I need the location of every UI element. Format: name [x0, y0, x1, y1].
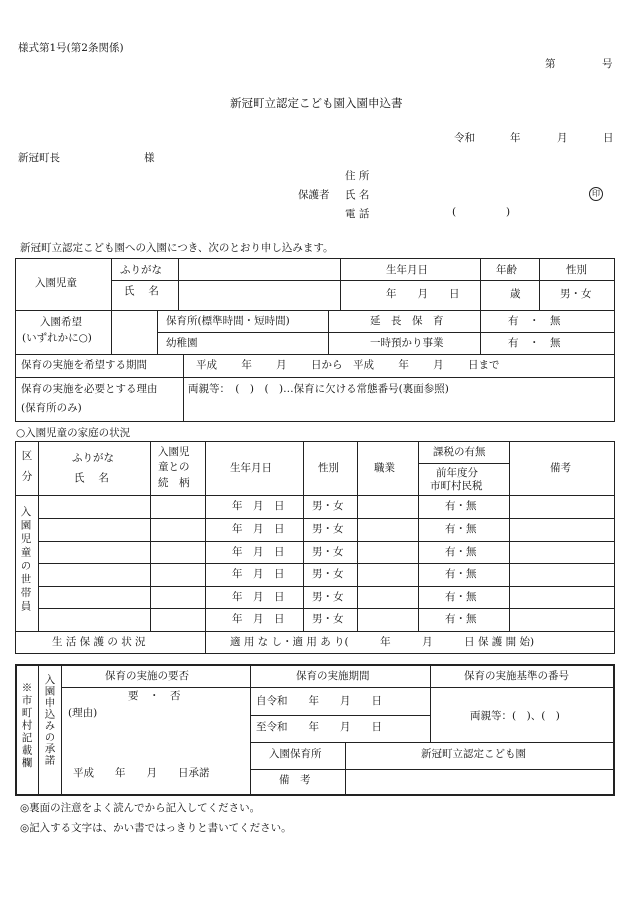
col-relation-1: 入園児 [158, 446, 190, 458]
addressee-sama: 様 [144, 152, 155, 164]
need-value: 要 ・ 否 [128, 690, 181, 702]
row-tax: 有・無 [445, 500, 477, 512]
row-sex: 男・女 [312, 523, 344, 535]
col-relation-2: 童との [158, 461, 190, 473]
row-dob: 年 月 日 [232, 523, 285, 535]
date-year: 年 [510, 132, 521, 144]
row-tax: 有・無 [445, 591, 477, 603]
col-relation-3: 続 柄 [158, 477, 190, 489]
row-dob: 年 月 日 [232, 546, 285, 558]
address-label: 住 所 [345, 170, 370, 182]
col-tax-2: 前年度分 [436, 467, 478, 479]
col-note: 備考 [550, 462, 571, 474]
wish-label: 入園希望 [40, 316, 82, 328]
option-extended: 延 長 保 育 [370, 315, 444, 327]
guardian-label: 保護者 [298, 189, 330, 201]
age-label: 年齢 [496, 264, 517, 276]
standard-header: 保育の実施基準の番号 [464, 670, 569, 682]
row-dob: 年 月 日 [232, 613, 285, 625]
period-label: 保育の実施を希望する期間 [21, 359, 147, 371]
period-value: 平成 年 月 日から 平成 年 月 日まで [196, 359, 500, 371]
office-side-label: ※市町村記載欄 [20, 682, 33, 770]
period-from: 自令和 年 月 日 [256, 695, 382, 707]
phone-label: 電 話 [345, 208, 370, 220]
note-2: ◎記入する文字は、かい書ではっきりと書いてください。 [20, 822, 292, 834]
reason-label-note: (保育所のみ) [21, 402, 82, 414]
row-sex: 男・女 [312, 568, 344, 580]
approval-label: 入園申込みの承諾 [43, 674, 56, 766]
option-nursery: 保育所(標準時間・短時間) [166, 315, 290, 327]
wish-label-note: (いずれかに○) [22, 332, 92, 344]
date-day: 日 [603, 132, 614, 144]
row-sex: 男・女 [312, 591, 344, 603]
addressee: 新冠町長 [18, 152, 60, 164]
child-label: 入園児童 [35, 277, 77, 289]
col-furigana: ふりがな [72, 452, 114, 464]
seal-icon: 印 [589, 187, 603, 201]
phone-paren-close: ) [506, 206, 511, 218]
intro-text: 新冠町立認定こども園への入園につき、次のとおり申し込みます。 [20, 242, 334, 254]
note-1: ◎裏面の注意をよく読んでから記入してください。 [20, 802, 261, 814]
reason-label: 保育の実施を必要とする理由 [21, 383, 158, 395]
reason-field: (理由) [68, 707, 98, 719]
col-tax-1: 課税の有無 [433, 446, 486, 458]
row-tax: 有・無 [445, 546, 477, 558]
remarks-label: 備 考 [279, 774, 311, 786]
row-dob: 年 月 日 [232, 591, 285, 603]
form-number: 様式第1号(第2条関係) [18, 42, 124, 54]
col-job: 職業 [374, 462, 395, 474]
option-kindergarten: 幼稚園 [166, 337, 198, 349]
dob-value: 年 月 日 [386, 288, 460, 300]
col-name: 氏 名 [74, 472, 109, 484]
row-sex: 男・女 [312, 500, 344, 512]
col-kubun: 区分 [20, 450, 33, 491]
reason-value: 両親等： ( ) ( )…保育に欠ける常態番号(裏面参照) [188, 383, 449, 395]
extended-yesno: 有 ・ 無 [508, 315, 561, 327]
phone-paren-open: ( [452, 206, 457, 218]
no-go: 号 [602, 58, 613, 70]
facility-value: 新冠町立認定こども園 [421, 748, 526, 760]
sex-label: 性別 [566, 264, 587, 276]
furigana-label: ふりがな [120, 264, 162, 276]
row-tax: 有・無 [445, 613, 477, 625]
option-temporary: 一時預かり事業 [370, 337, 444, 349]
no-dai: 第 [545, 58, 556, 70]
row-tax: 有・無 [445, 568, 477, 580]
welfare-value: 適 用 な し・適 用 あ り( 年 月 日 保 護 開 始) [230, 636, 535, 648]
welfare-label: 生 活 保 護 の 状 況 [52, 636, 146, 648]
row-dob: 年 月 日 [232, 500, 285, 512]
col-dob: 生年月日 [230, 462, 272, 474]
row-dob: 年 月 日 [232, 568, 285, 580]
need-header: 保育の実施の要否 [105, 670, 189, 682]
row-sex: 男・女 [312, 613, 344, 625]
approval-date: 平成 年 月 日承諾 [73, 767, 210, 779]
date-month: 月 [557, 132, 568, 144]
name-label: 氏 名 [345, 189, 370, 201]
row-group-label: 入園児童の世帯員 [19, 506, 32, 614]
name-label-child: 氏 名 [124, 285, 159, 297]
col-tax-3: 市町村民税 [430, 480, 483, 492]
row-tax: 有・無 [445, 523, 477, 535]
period-header: 保育の実施期間 [296, 670, 370, 682]
household-section-title: ○入園児童の家庭の状況 [16, 427, 131, 439]
standard-value: 両親等：( )、( ) [470, 710, 560, 722]
date-era: 令和 [454, 132, 475, 144]
col-sex: 性別 [318, 462, 339, 474]
facility-label: 入園保育所 [269, 748, 322, 760]
period-to: 至令和 年 月 日 [256, 721, 382, 733]
row-sex: 男・女 [312, 546, 344, 558]
age-unit: 歳 [510, 288, 521, 300]
temporary-yesno: 有 ・ 無 [508, 337, 561, 349]
dob-label: 生年月日 [386, 264, 428, 276]
page-title: 新冠町立認定こども園入園申込書 [230, 96, 403, 110]
sex-value: 男・女 [560, 288, 592, 300]
